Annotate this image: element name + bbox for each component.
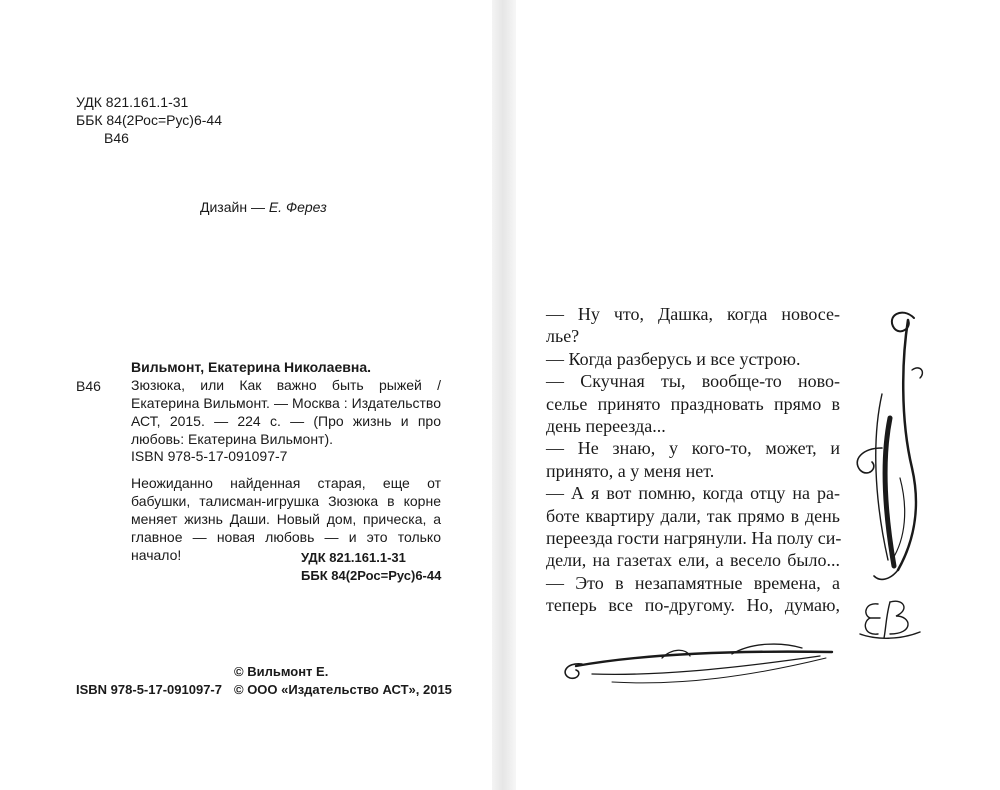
story-line: — А я вот помню, когда отцу на ра- bbox=[546, 483, 840, 504]
bbk-code-top: ББК 84(2Рос=Рус)6-44 bbox=[76, 112, 222, 128]
story-line: селье принято праздновать прямо в bbox=[546, 393, 840, 414]
vertical-ornament-icon bbox=[842, 298, 942, 588]
udk-code-bottom: УДК 821.161.1-31 bbox=[301, 550, 406, 565]
bottom-ornament-icon bbox=[552, 636, 842, 694]
story-line: — Ну что, Дашка, когда новосе- bbox=[546, 304, 840, 324]
story-line: переезда гости нагрянули. На полу си- bbox=[546, 528, 842, 549]
story-line: — Не знаю, у кого-то, может, и bbox=[546, 438, 840, 459]
story-line: принято, а у меня нет. bbox=[546, 460, 715, 481]
story-line: день переезда... bbox=[546, 416, 666, 437]
copyright-author: © Вильмонт Е. bbox=[234, 664, 329, 679]
monogram-icon bbox=[856, 594, 926, 642]
isbn-catalog: ISBN 978-5-17-091097-7 bbox=[131, 448, 288, 464]
story-line: лье? bbox=[546, 326, 580, 347]
story-line: — Когда разберусь и все устрою. bbox=[546, 348, 801, 369]
story-line: боте квартиру дали, так прямо в день bbox=[546, 505, 840, 526]
udk-code-top: УДК 821.161.1-31 bbox=[76, 94, 189, 110]
story-line: — Это в незапамятные времена, а bbox=[546, 572, 840, 593]
design-label: Дизайн — bbox=[200, 199, 269, 215]
catalog-author: Вильмонт, Екатерина Николаевна. bbox=[131, 359, 371, 375]
story-line: теперь все по-другому. Но, думаю, bbox=[546, 595, 840, 616]
author-sign-top: В46 bbox=[104, 130, 129, 146]
story-line: — Скучная ты, вообще-то ново- bbox=[546, 371, 840, 392]
copyright-publisher: © ООО «Издательство АСТ», 2015 bbox=[234, 682, 452, 697]
bbk-code-bottom: ББК 84(2Рос=Рус)6-44 bbox=[301, 568, 442, 583]
catalog-description: Зюзюка, или Как важно быть рыжей / Екатерина Вильмонт. — Москва : Издательство АСТ, 2015. — 224 с. — (Про жизнь и про любовь: Екатерина Вильмонт). bbox=[131, 377, 441, 447]
story-line: дели, на газетах ели, а весело было... bbox=[546, 550, 840, 571]
book-gutter bbox=[492, 0, 516, 790]
design-name: Е. Ферез bbox=[268, 199, 327, 215]
annotation: Неожиданно найденная старая, еще от бабушки, талисман-игрушка Зюзюка в корне меняет жизнь Даши. Новый дом, прическа, а главное — новая любовь — и это только начало! bbox=[131, 475, 441, 563]
story-text bbox=[546, 303, 840, 617]
design-credit bbox=[200, 198, 327, 216]
author-sign-mid: В46 bbox=[76, 378, 101, 394]
isbn-bottom: ISBN 978-5-17-091097-7 bbox=[76, 682, 222, 697]
